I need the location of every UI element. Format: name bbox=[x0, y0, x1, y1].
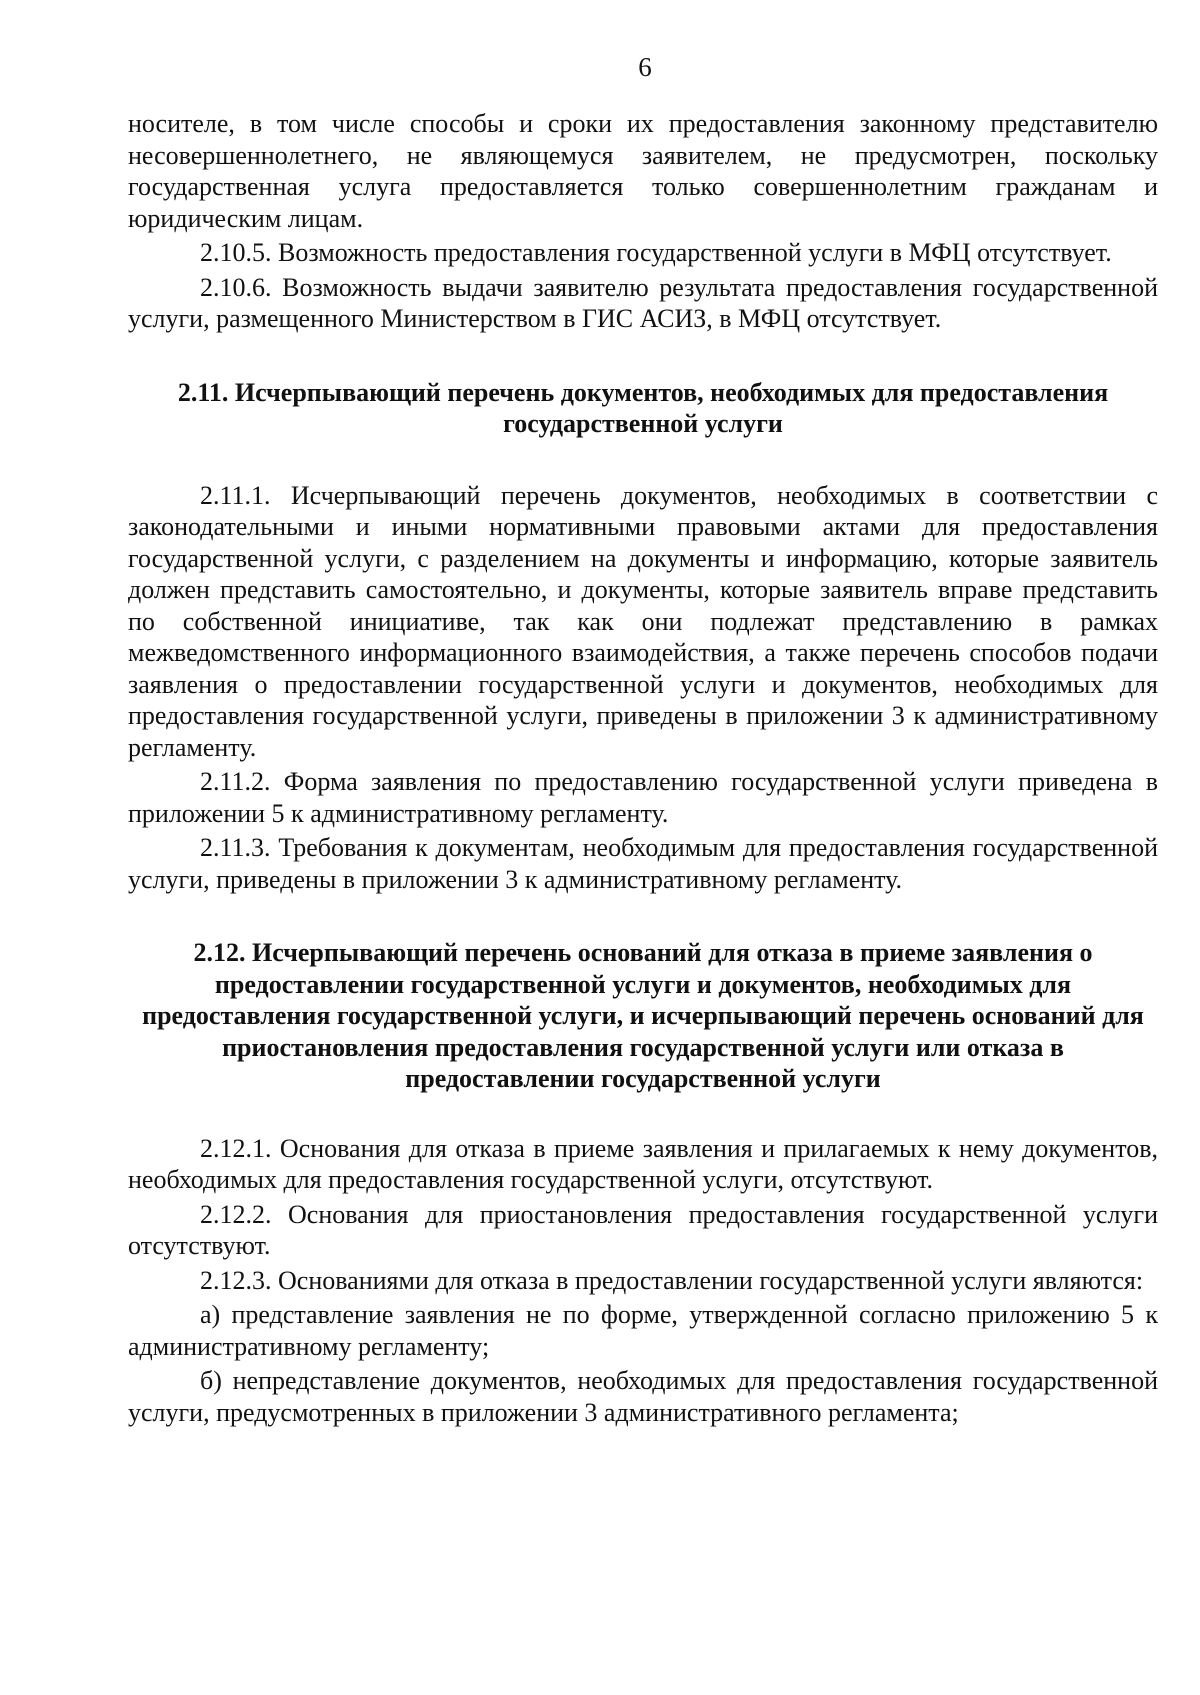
section-heading-2-11: 2.11. Исчерпывающий перечень документов, необходимых для предоставления государственной услуги bbox=[177, 377, 1109, 438]
page-number: 6 bbox=[638, 52, 652, 82]
paragraph-2-10-6: 2.10.6. Возможность выдачи заявителю результата предоставления государственной услуги, размещенного Министерством в ГИС АСИЗ, в МФЦ отсутствует. bbox=[128, 272, 1158, 333]
paragraph-2-12-1: 2.12.1. Основания для отказа в приеме заявления и прилагаемых к нему документов, необходимых для предоставления государственной услуги, отсутствуют. bbox=[128, 1133, 1158, 1194]
paragraph-2-11-2: 2.11.2. Форма заявления по предоставлению государственной услуги приведена в приложении 5 к административному регламенту. bbox=[128, 767, 1158, 828]
paragraph-2-12-3: 2.12.3. Основаниями для отказа в предоставлении государственной услуги являются: bbox=[200, 1265, 1144, 1295]
paragraph-continuation: носителе, в том числе способы и сроки их предоставления законному представителю несовершеннолетнего, не являющемуся заявителем, не предусмотрен, поскольку государственная услуга предоставляется только совершеннолетним гражданам и юридическим лицам. bbox=[128, 109, 1158, 233]
list-item-a: а) представление заявления не по форме, утвержденной согласно приложению 5 к административному регламенту; bbox=[128, 1300, 1158, 1361]
paragraph-2-12-2: 2.12.2. Основания для приостановления предоставления государственной услуги отсутствуют. bbox=[128, 1199, 1158, 1260]
document-body bbox=[128, 108, 1158, 1428]
paragraph-2-11-1: 2.11.1. Исчерпывающий перечень документов, необходимых в соответствии с законодательными и иными нормативными правовыми актами для предоставления государственной услуги, с разделением на документы и информацию, которые заявитель должен представить самостоятельно, и документы, которые заявитель вправе представить по собственной инициативе, так как они подлежат представлению в рамках межведомственного информационного взаимодействия, а также перечень способов подачи заявления о предоставлении государственной услуги и документов, необходимых для предоставления государственной услуги, приведены в приложении 3 к административному регламенту. bbox=[128, 480, 1158, 762]
paragraph-2-11-3: 2.11.3. Требования к документам, необходимым для предоставления государственной услуги, приведены в приложении 3 к административному регламенту. bbox=[128, 833, 1158, 894]
paragraph-2-10-5: 2.10.5. Возможность предоставления государственной услуги в МФЦ отсутствует. bbox=[200, 238, 1112, 267]
list-item-b: б) непредставление документов, необходимых для предоставления государственной услуги, предусмотренных в приложении 3 административного регламента; bbox=[128, 1366, 1158, 1427]
section-heading-2-12: 2.12. Исчерпывающий перечень оснований для отказа в приеме заявления о предоставлении государственной услуги и документов, необходимых для предоставления государственной услуги, и исчерпывающий перечень оснований для приостановления предоставления государственной услуги или отказа в предоставлении государственной услуги bbox=[142, 938, 1144, 1093]
